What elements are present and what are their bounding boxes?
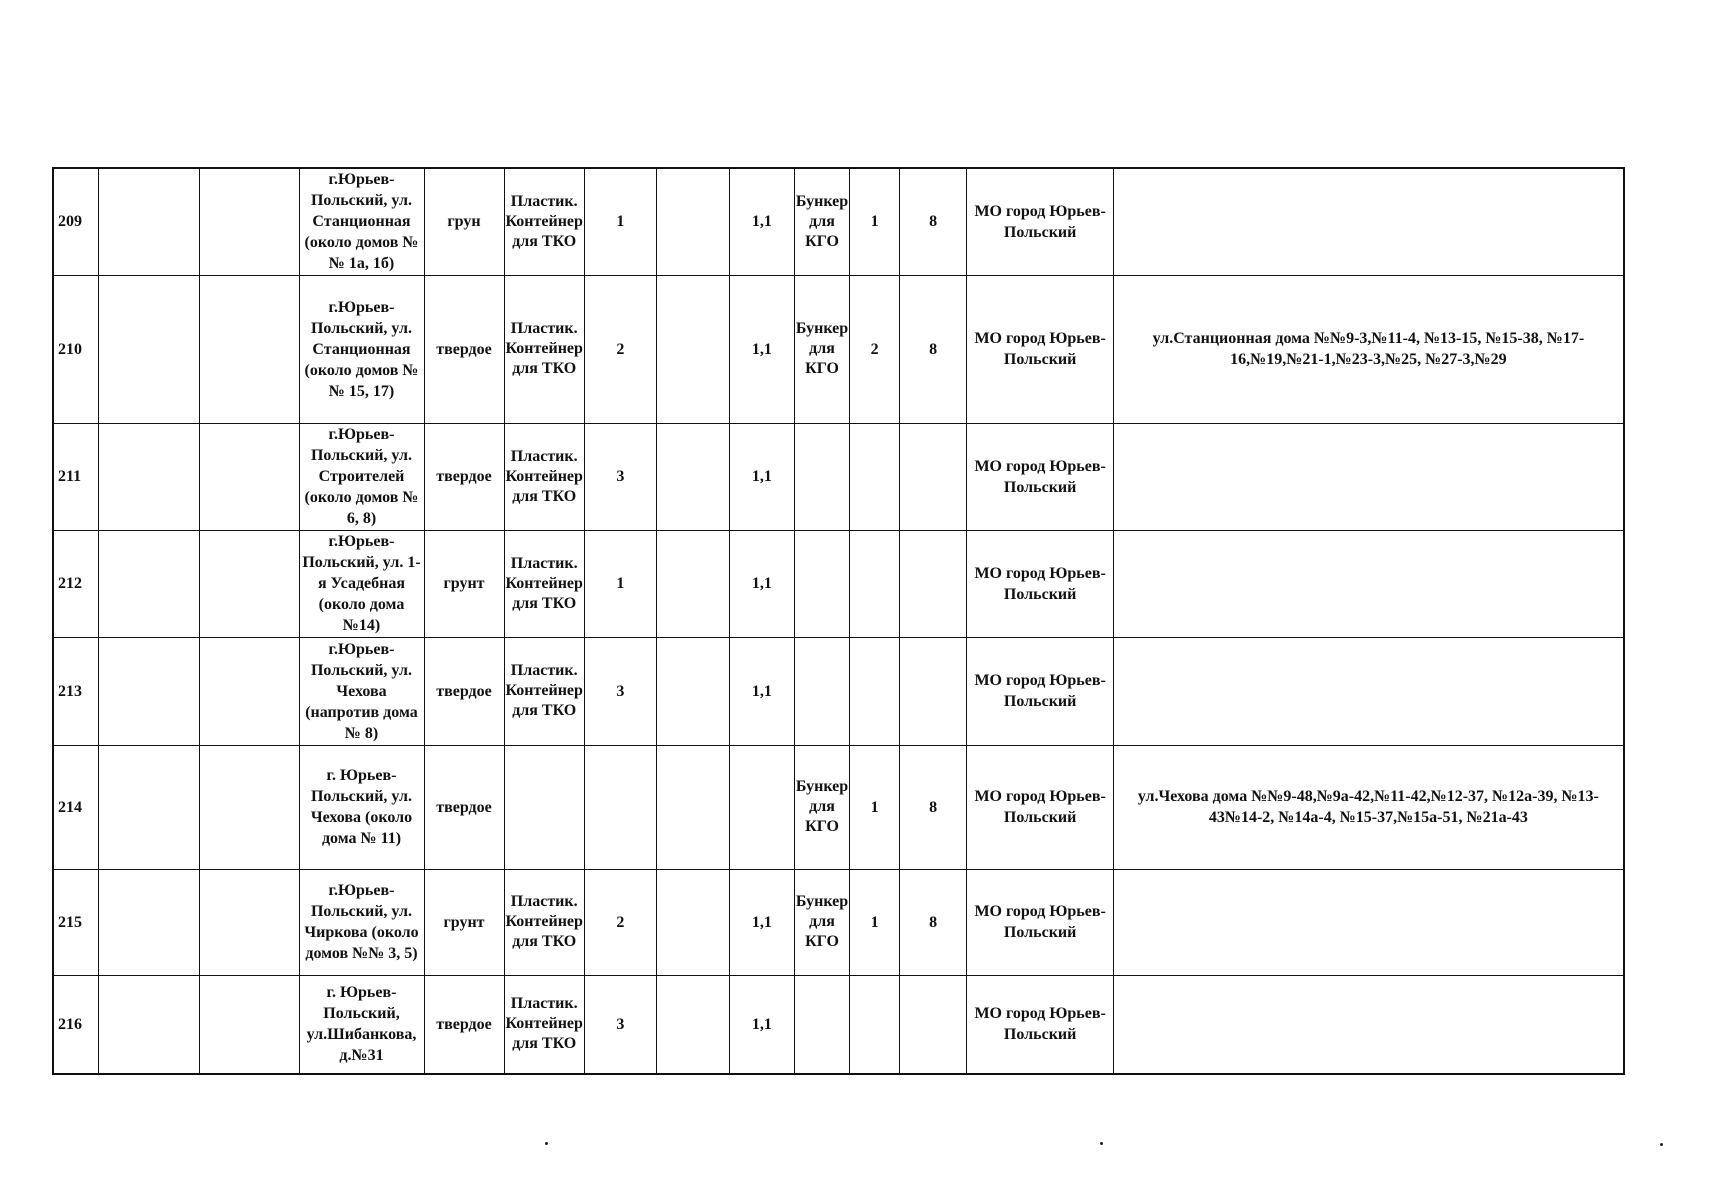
empty-cell [656, 423, 729, 530]
served-houses-cell [1114, 423, 1624, 530]
container-count-cell: 2 [584, 869, 656, 975]
bunker-count-cell [850, 637, 900, 745]
empty-cell [656, 168, 729, 275]
volume-cell: 1,1 [729, 869, 794, 975]
table-row [53, 745, 1624, 869]
empty-cell [199, 168, 299, 275]
bunker-count-cell: 2 [850, 275, 900, 423]
container-type-cell: Пластик. Контейнер для ТКО [504, 637, 584, 745]
owner-cell: МО город Юрьев-Польский [967, 530, 1114, 637]
served-houses-cell [1114, 869, 1624, 975]
empty-cell [199, 275, 299, 423]
volume-cell [729, 745, 794, 869]
bunker-volume-cell: 8 [900, 745, 967, 869]
container-count-cell: 1 [584, 168, 656, 275]
address-cell: г.Юрьев-Польский, ул. Чиркова (около домов №№ 3, 5) [299, 869, 424, 975]
served-houses-cell: ул.Станционная дома №№9-3,№11-4, №13-15, №15-38, №17-16,№19,№21-1,№23-3,№25, №27-3,№29 [1114, 275, 1624, 423]
row-number: 211 [53, 423, 98, 530]
address-cell: г. Юрьев-Польский, ул.Шибанкова, д.№31 [299, 975, 424, 1074]
table-row [53, 275, 1624, 423]
bunker-count-cell: 1 [850, 869, 900, 975]
address-cell: г.Юрьев-Польский, ул. Строителей (около домов № 6, 8) [299, 423, 424, 530]
bunker-type-cell [794, 975, 849, 1074]
scan-speck [545, 1142, 548, 1145]
scan-speck [1660, 1143, 1663, 1146]
table-row [53, 530, 1624, 637]
container-count-cell [584, 745, 656, 869]
empty-cell [656, 530, 729, 637]
address-cell: г.Юрьев-Польский, ул. Станционная (около домов №№ 15, 17) [299, 275, 424, 423]
container-count-cell: 3 [584, 975, 656, 1074]
row-number: 215 [53, 869, 98, 975]
owner-cell: МО город Юрьев-Польский [967, 637, 1114, 745]
container-sites-table [52, 167, 1625, 1075]
surface-cell: твердое [424, 423, 504, 530]
container-count-cell: 3 [584, 423, 656, 530]
table-row [53, 637, 1624, 745]
empty-cell [98, 637, 199, 745]
volume-cell: 1,1 [729, 530, 794, 637]
empty-cell [656, 637, 729, 745]
table-row [53, 168, 1624, 275]
bunker-type-cell [794, 530, 849, 637]
surface-cell: грунт [424, 530, 504, 637]
address-cell: г.Юрьев-Польский, ул. 1-я Усадебная (около дома №14) [299, 530, 424, 637]
served-houses-cell [1114, 637, 1624, 745]
empty-cell [199, 975, 299, 1074]
row-number: 212 [53, 530, 98, 637]
bunker-volume-cell [900, 530, 967, 637]
row-number: 213 [53, 637, 98, 745]
row-number: 209 [53, 168, 98, 275]
bunker-type-cell: Бункер для КГО [794, 745, 849, 869]
bunker-type-cell: Бункер для КГО [794, 168, 849, 275]
volume-cell: 1,1 [729, 168, 794, 275]
owner-cell: МО город Юрьев-Польский [967, 168, 1114, 275]
empty-cell [98, 168, 199, 275]
empty-cell [656, 275, 729, 423]
owner-cell: МО город Юрьев-Польский [967, 423, 1114, 530]
container-count-cell: 3 [584, 637, 656, 745]
container-type-cell: Пластик. Контейнер для ТКО [504, 168, 584, 275]
empty-cell [199, 530, 299, 637]
surface-cell: твердое [424, 275, 504, 423]
bunker-volume-cell: 8 [900, 275, 967, 423]
bunker-volume-cell [900, 637, 967, 745]
row-number: 210 [53, 275, 98, 423]
surface-cell: твердое [424, 975, 504, 1074]
address-cell: г.Юрьев-Польский, ул. Станционная (около домов №№ 1а, 1б) [299, 168, 424, 275]
bunker-count-cell: 1 [850, 168, 900, 275]
empty-cell [98, 975, 199, 1074]
bunker-count-cell [850, 530, 900, 637]
bunker-volume-cell: 8 [900, 168, 967, 275]
owner-cell: МО город Юрьев-Польский [967, 745, 1114, 869]
served-houses-cell [1114, 530, 1624, 637]
bunker-type-cell: Бункер для КГО [794, 869, 849, 975]
volume-cell: 1,1 [729, 637, 794, 745]
row-number: 214 [53, 745, 98, 869]
bunker-volume-cell [900, 975, 967, 1074]
bunker-count-cell [850, 423, 900, 530]
served-houses-cell [1114, 975, 1624, 1074]
surface-cell: грунт [424, 869, 504, 975]
served-houses-cell: ул.Чехова дома №№9-48,№9а-42,№11-42,№12-37, №12а-39, №13-43№14-2, №14а-4, №15-37,№15а-51, №21а-43 [1114, 745, 1624, 869]
table-row [53, 975, 1624, 1074]
row-number: 216 [53, 975, 98, 1074]
volume-cell: 1,1 [729, 975, 794, 1074]
bunker-count-cell: 1 [850, 745, 900, 869]
empty-cell [656, 745, 729, 869]
container-type-cell: Пластик. Контейнер для ТКО [504, 975, 584, 1074]
table-row [53, 869, 1624, 975]
bunker-volume-cell [900, 423, 967, 530]
empty-cell [98, 423, 199, 530]
bunker-type-cell: Бункер для КГО [794, 275, 849, 423]
scan-speck [1100, 1142, 1103, 1145]
empty-cell [199, 869, 299, 975]
container-count-cell: 1 [584, 530, 656, 637]
empty-cell [656, 975, 729, 1074]
surface-cell: грун [424, 168, 504, 275]
surface-cell: твердое [424, 745, 504, 869]
bunker-type-cell [794, 637, 849, 745]
address-cell: г. Юрьев-Польский, ул. Чехова (около дома № 11) [299, 745, 424, 869]
empty-cell [656, 869, 729, 975]
container-count-cell: 2 [584, 275, 656, 423]
container-type-cell: Пластик. Контейнер для ТКО [504, 530, 584, 637]
owner-cell: МО город Юрьев-Польский [967, 975, 1114, 1074]
owner-cell: МО город Юрьев-Польский [967, 275, 1114, 423]
empty-cell [98, 275, 199, 423]
volume-cell: 1,1 [729, 423, 794, 530]
container-type-cell [504, 745, 584, 869]
table-row [53, 423, 1624, 530]
container-type-cell: Пластик. Контейнер для ТКО [504, 275, 584, 423]
surface-cell: твердое [424, 637, 504, 745]
empty-cell [199, 637, 299, 745]
address-cell: г.Юрьев-Польский, ул. Чехова (напротив дома № 8) [299, 637, 424, 745]
bunker-type-cell [794, 423, 849, 530]
served-houses-cell [1114, 168, 1624, 275]
container-type-cell: Пластик. Контейнер для ТКО [504, 869, 584, 975]
volume-cell: 1,1 [729, 275, 794, 423]
bunker-count-cell [850, 975, 900, 1074]
empty-cell [199, 423, 299, 530]
bunker-volume-cell: 8 [900, 869, 967, 975]
empty-cell [199, 745, 299, 869]
empty-cell [98, 530, 199, 637]
empty-cell [98, 869, 199, 975]
owner-cell: МО город Юрьев-Польский [967, 869, 1114, 975]
container-type-cell: Пластик. Контейнер для ТКО [504, 423, 584, 530]
empty-cell [98, 745, 199, 869]
